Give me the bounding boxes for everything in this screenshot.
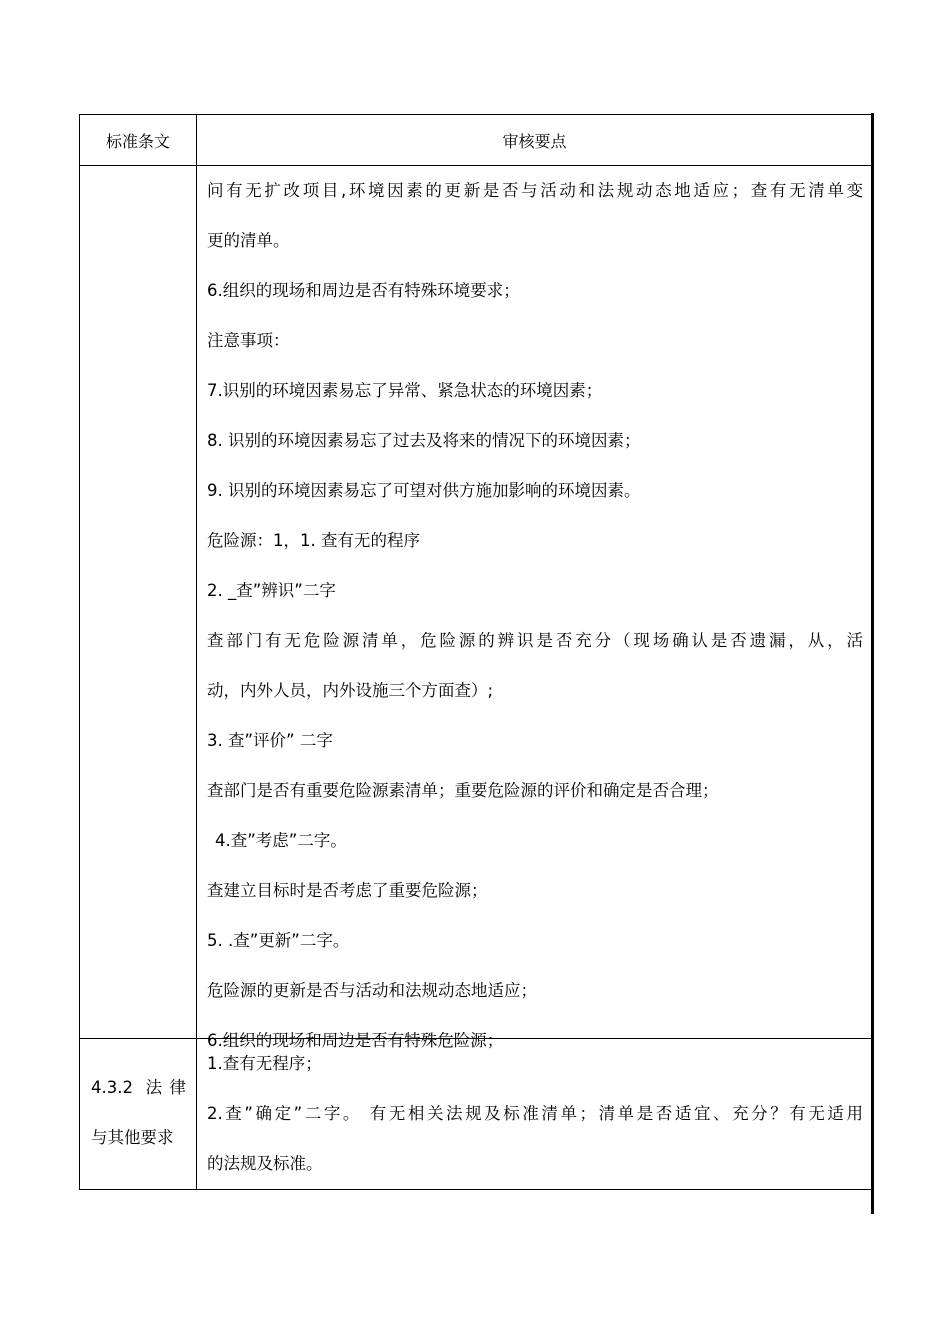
- audit-line: 的法规及标准。: [207, 1154, 323, 1173]
- audit-line: 1.查有无程序；: [207, 1054, 322, 1073]
- audit-line: 危险源的更新是否与活动和法规动态地适应；: [207, 981, 537, 1000]
- header-standard-clause: 标准条文: [80, 115, 197, 166]
- audit-line: 更的清单。: [207, 231, 290, 250]
- clause-cell-empty: [80, 166, 197, 1039]
- audit-line: 5. .查”更新”二字。: [207, 931, 350, 950]
- audit-table: [79, 114, 873, 1190]
- audit-line: 问有无扩改项目,环境因素的更新是否与活动和法规动态地适应；查有无清单变: [207, 181, 863, 200]
- audit-line: 2. _查”辨识”二字: [207, 581, 336, 600]
- table-header-row: [80, 115, 873, 166]
- audit-line: 6.组织的现场和周边是否有特殊危险源；: [207, 1031, 504, 1050]
- audit-points-cell: [197, 1039, 873, 1190]
- audit-line: 6.组织的现场和周边是否有特殊环境要求；: [207, 281, 520, 300]
- clause-label-line: 4.3.2 法律: [91, 1078, 186, 1097]
- audit-line: 8. 识别的环境因素易忘了过去及将来的情况下的环境因素；: [207, 431, 641, 450]
- clause-cell: [80, 1039, 197, 1190]
- audit-line: 注意事项：: [207, 331, 290, 350]
- audit-line: 查建立目标时是否考虑了重要危险源；: [207, 881, 488, 900]
- audit-line: 查部门有无危险源清单，危险源的辨识是否充分（现场确认是否遗漏，从，活: [207, 631, 863, 650]
- header-audit-points: 审核要点: [197, 115, 873, 166]
- audit-line: 4.查”考虑”二字。: [215, 831, 347, 850]
- audit-line: 危险源：1，1. 查有无的程序: [207, 531, 420, 550]
- table-row: [80, 166, 873, 1039]
- audit-line: 7.识别的环境因素易忘了异常、紧急状态的环境因素；: [207, 381, 603, 400]
- audit-line: 3. 查”评价” 二字: [207, 731, 333, 750]
- audit-points-cell: [197, 166, 873, 1050]
- clause-label-line: 与其他要求: [91, 1128, 174, 1147]
- audit-line: 查部门是否有重要危险源素清单；重要危险源的评价和确定是否合理；: [207, 781, 719, 800]
- audit-line: 动，内外人员，内外设施三个方面查）;: [207, 681, 494, 700]
- audit-line: 9. 识别的环境因素易忘了可望对供方施加影响的环境因素。: [207, 481, 641, 500]
- audit-line: 2.查”确定”二字。 有无相关法规及标准清单；清单是否适宜、充分？有无适用: [207, 1104, 863, 1123]
